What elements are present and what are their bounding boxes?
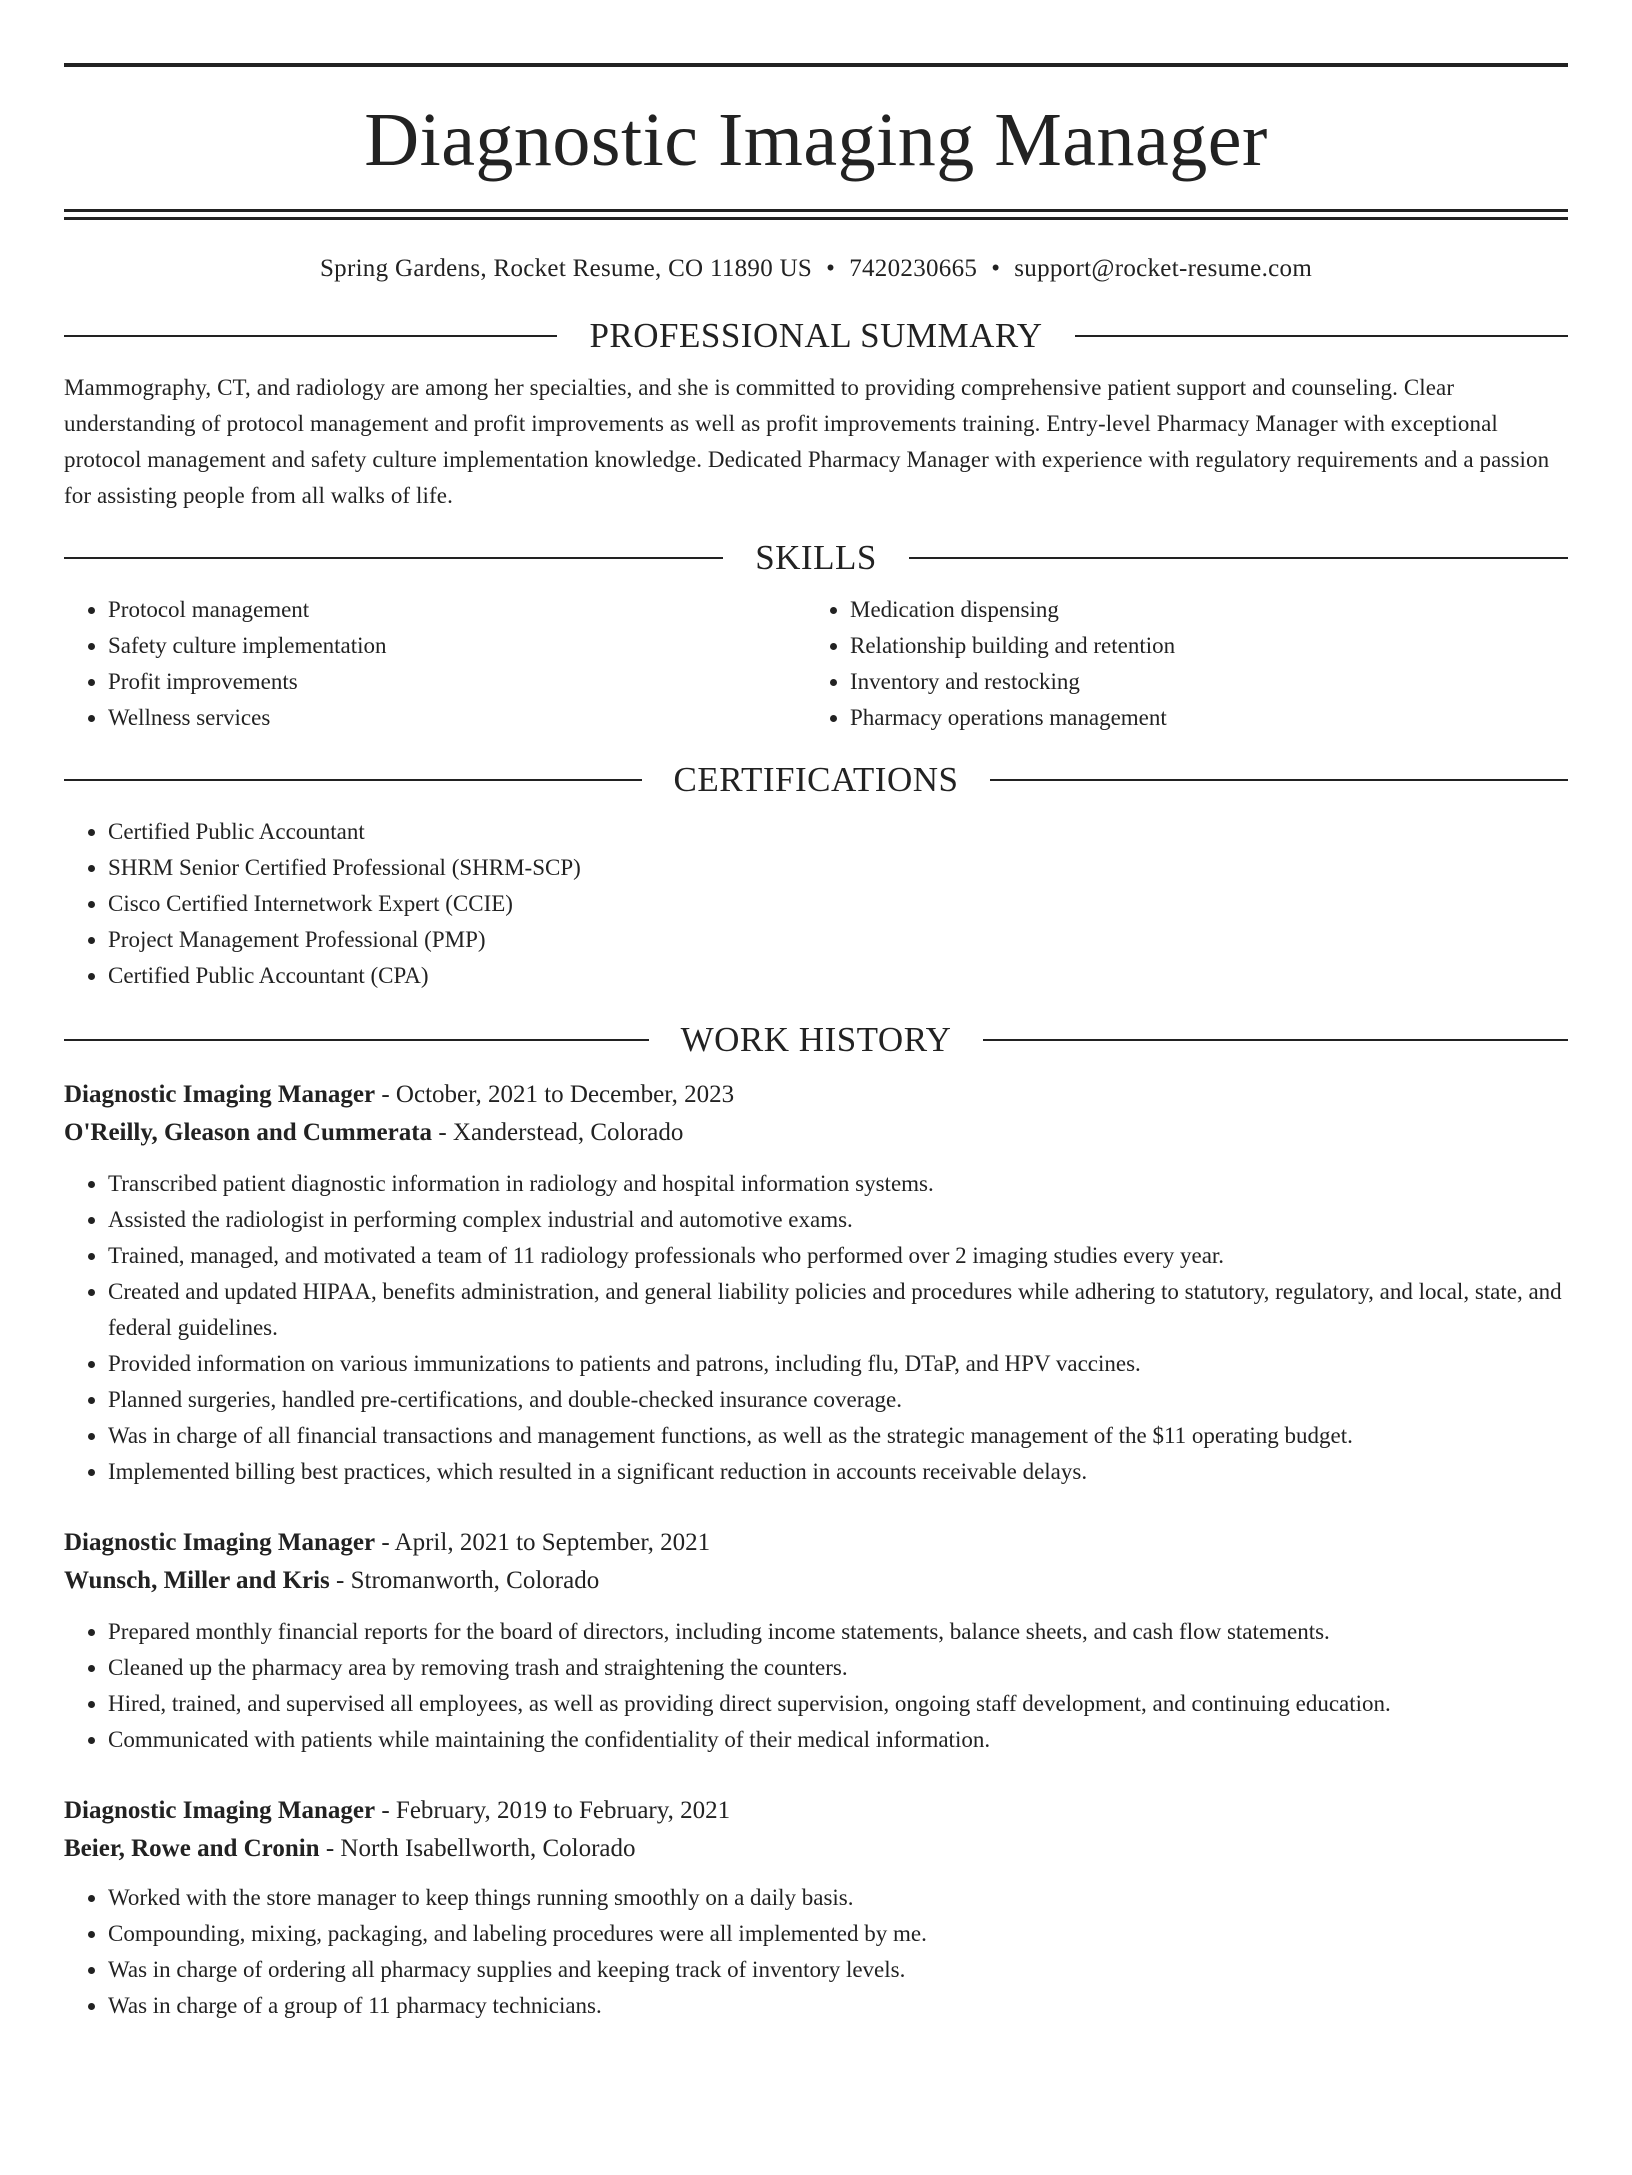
certification-item: • SHRM Senior Certified Professional (SHRM-SCP) [108, 850, 1568, 886]
job-location: - Xanderstead, Colorado [432, 1119, 684, 1146]
summary-text: Mammography, CT, and radiology are among her specialties, and she is committed to providing comprehensive patient support and counseling. Clear understanding of protocol management and profit improvements as well as profit improvements training. Entry-level Pharmacy Manager with exceptional protocol management and safety culture implementation knowledge. Dedicated Pharmacy Manager with experience with regulatory requirements and a passion for assisting people from all walks of life. [64, 375, 1550, 508]
job-dates: - February, 2019 to February, 2021 [375, 1797, 731, 1824]
job-dates: - October, 2021 to December, 2023 [375, 1081, 735, 1108]
job-entry [64, 1524, 1568, 1758]
job-bullet: • Was in charge of ordering all pharmacy supplies and keeping track of inventory levels. [108, 1952, 1568, 1988]
job-title: Diagnostic Imaging Manager [64, 1081, 376, 1108]
job-bullet: • Was in charge of a group of 11 pharmacy technicians. [108, 1988, 1568, 2024]
job-bullet: • Trained, managed, and motivated a team of 11 radiology professionals who performed over 2 imaging studies every year. [108, 1238, 1568, 1274]
top-rule [64, 63, 1568, 67]
contact-email: support@rocket-resume.com [1014, 255, 1313, 282]
job-dates: - April, 2021 to September, 2021 [375, 1529, 711, 1556]
summary-heading [64, 314, 1568, 358]
job-company: Wunsch, Miller and Kris [64, 1567, 330, 1594]
skills-heading [64, 536, 1568, 580]
job-bullet: • Compounding, mixing, packaging, and labeling procedures were all implemented by me. [108, 1916, 1568, 1952]
job-entry [64, 1792, 1568, 2024]
job-bullet: • Provided information on various immunizations to patients and patrons, including flu, DTaP, and HPV vaccines. [108, 1346, 1568, 1382]
job-bullet: • Assisted the radiologist in performing complex industrial and automotive exams. [108, 1202, 1568, 1238]
job-bullet: • Hired, trained, and supervised all employees, as well as providing direct supervision, ongoing staff development, and continuing education. [108, 1686, 1568, 1722]
skills-list-right [806, 592, 1548, 736]
job-location: - North Isabellworth, Colorado [319, 1835, 636, 1862]
header-double-rule [64, 209, 1568, 220]
job-title-line [64, 1792, 1568, 1830]
job-bullets [64, 1880, 1568, 2024]
resume-name: Diagnostic Imaging Manager [364, 98, 1268, 182]
certifications-heading [64, 758, 1568, 802]
job-company-line [64, 1562, 1568, 1600]
contact-line [64, 254, 1568, 284]
certification-item: • Project Management Professional (PMP) [108, 922, 1568, 958]
skill-item: • Pharmacy operations management [850, 700, 1548, 736]
job-title: Diagnostic Imaging Manager [64, 1797, 376, 1824]
job-title-line [64, 1524, 1568, 1562]
contact-address: Spring Gardens, Rocket Resume, CO 11890 US [319, 255, 813, 282]
job-company-line [64, 1830, 1568, 1868]
skill-item: • Protocol management [108, 592, 806, 628]
skill-item: • Medication dispensing [850, 592, 1548, 628]
contact-separator: • [991, 255, 1001, 282]
job-company-line [64, 1114, 1568, 1152]
job-location: - Stromanworth, Colorado [329, 1567, 600, 1594]
certifications-list [64, 814, 1568, 994]
certification-item: • Cisco Certified Internetwork Expert (CCIE) [108, 886, 1568, 922]
job-bullet: • Worked with the store manager to keep things running smoothly on a daily basis. [108, 1880, 1568, 1916]
skill-item: • Inventory and restocking [850, 664, 1548, 700]
job-bullet: • Created and updated HIPAA, benefits administration, and general liability policies and procedures while adhering to statutory, regulatory, and local, state, and federal guidelines. [108, 1274, 1568, 1346]
contact-phone: 7420230665 [849, 255, 978, 282]
job-bullet: • Prepared monthly financial reports for the board of directors, including income statements, balance sheets, and cash flow statements. [108, 1614, 1568, 1650]
certification-item: • Certified Public Accountant (CPA) [108, 958, 1568, 994]
job-bullet: • Planned surgeries, handled pre-certifications, and double-checked insurance coverage. [108, 1382, 1568, 1418]
job-bullet: • Was in charge of all financial transactions and management functions, as well as the strategic management of the $11 operating budget. [108, 1418, 1568, 1454]
certification-item: • Certified Public Accountant [108, 814, 1568, 850]
job-bullet: • Communicated with patients while maintaining the confidentiality of their medical information. [108, 1722, 1568, 1758]
skills-grid [64, 592, 1568, 736]
skill-item: • Profit improvements [108, 664, 806, 700]
job-company: O'Reilly, Gleason and Cummerata [64, 1119, 433, 1146]
skill-item: • Relationship building and retention [850, 628, 1548, 664]
skills-list-left [64, 592, 806, 736]
job-title-line [64, 1076, 1568, 1114]
skills-heading-label: SKILLS [755, 538, 877, 577]
skill-item: • Safety culture implementation [108, 628, 806, 664]
job-bullets [64, 1614, 1568, 1758]
resume-page [0, 63, 1632, 2175]
job-bullet: • Transcribed patient diagnostic information in radiology and hospital information systems. [108, 1166, 1568, 1202]
contact-separator: • [826, 255, 836, 282]
job-title: Diagnostic Imaging Manager [64, 1529, 376, 1556]
work-history-heading-label: WORK HISTORY [680, 1020, 952, 1059]
certifications-heading-label: CERTIFICATIONS [673, 760, 959, 799]
work-history-heading [64, 1018, 1568, 1062]
job-bullet: • Implemented billing best practices, which resulted in a significant reduction in accounts receivable delays. [108, 1454, 1568, 1490]
summary-heading-label: PROFESSIONAL SUMMARY [589, 316, 1043, 355]
job-entry [64, 1076, 1568, 1490]
skill-item: • Wellness services [108, 700, 806, 736]
job-company: Beier, Rowe and Cronin [64, 1835, 320, 1862]
job-bullet: • Cleaned up the pharmacy area by removing trash and straightening the counters. [108, 1650, 1568, 1686]
job-bullets [64, 1166, 1568, 1490]
